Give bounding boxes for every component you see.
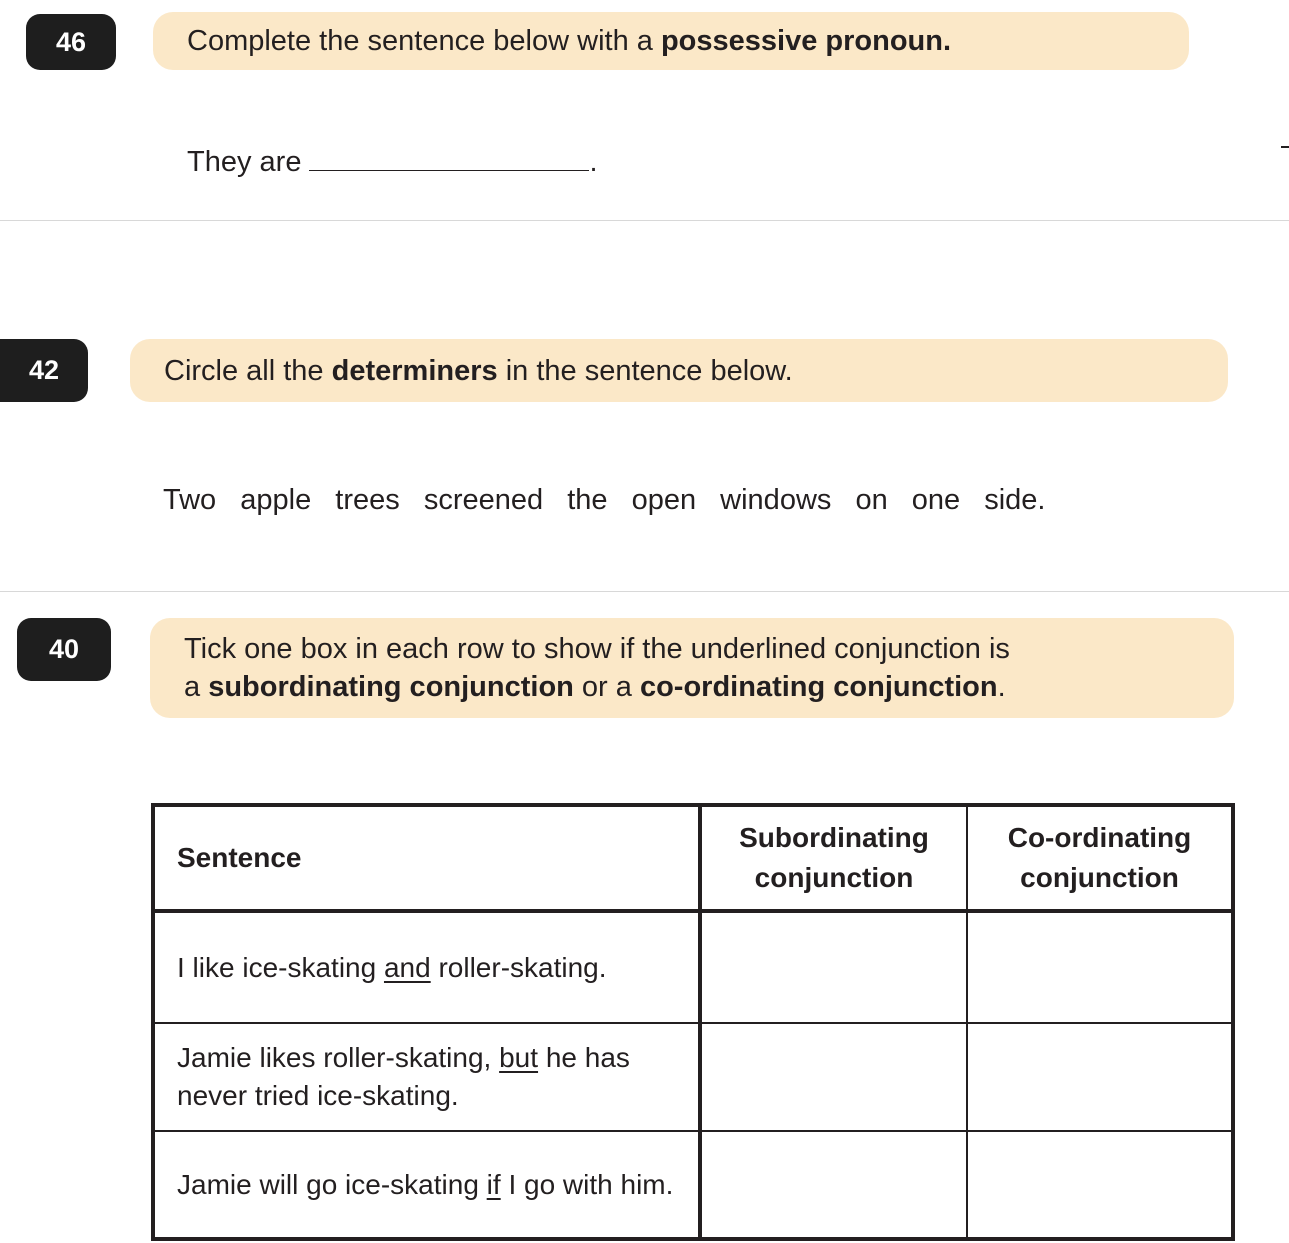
instruction-banner-46 <box>153 12 1189 70</box>
word[interactable]: windows <box>720 484 832 516</box>
underlined-conjunction: but <box>499 1042 539 1073</box>
instruction-banner-40 <box>150 618 1234 718</box>
word[interactable]: on <box>855 484 888 516</box>
tick-box-coordinating[interactable] <box>967 1131 1233 1239</box>
underlined-conjunction: and <box>383 951 431 983</box>
tick-box-subordinating[interactable] <box>700 1023 967 1131</box>
instruction-text: Circle all the determiners in the sentence below. <box>164 354 793 387</box>
table-row <box>153 1023 1233 1131</box>
word[interactable]: the <box>567 484 608 516</box>
q46-sentence: They are . <box>187 146 598 178</box>
edge-tick <box>1281 146 1289 148</box>
question-number-42: 42 <box>0 339 88 402</box>
instruction-text: Tick one box in each row to show if the underlined conjunction is a subordinating conjunction or a co-ordinating conjunction. <box>184 633 1010 703</box>
instruction-text: Complete the sentence below with a possessive pronoun. <box>187 25 952 57</box>
underlined-conjunction: if <box>486 1168 501 1200</box>
word[interactable]: open <box>631 484 697 516</box>
tick-box-coordinating[interactable] <box>967 1023 1233 1131</box>
word[interactable]: trees <box>335 484 400 516</box>
sentence-cell: Jamie will go ice-skating if I go with him. <box>153 1131 700 1239</box>
tick-box-subordinating[interactable] <box>700 911 967 1023</box>
word[interactable]: Two <box>163 484 217 516</box>
divider <box>0 591 1289 592</box>
tick-box-subordinating[interactable] <box>700 1131 967 1239</box>
word[interactable]: screened <box>423 484 544 516</box>
word[interactable]: apple <box>240 484 312 516</box>
sentence-cell: Jamie likes roller-skating, but he has never tried ice-skating. <box>153 1023 700 1131</box>
word[interactable]: side. <box>984 484 1046 516</box>
instruction-banner-42 <box>130 339 1228 402</box>
table-row <box>153 911 1233 1023</box>
conjunction-table <box>151 803 1235 1241</box>
header-sentence: Sentence <box>153 805 700 911</box>
sentence-cell: I like ice-skating and roller-skating. <box>153 911 700 1023</box>
divider <box>0 220 1289 221</box>
word[interactable]: one <box>911 484 961 516</box>
header-coordinating: Co-ordinating conjunction <box>967 805 1233 911</box>
header-subordinating: Subordinating conjunction <box>700 805 967 911</box>
question-number-46: 46 <box>26 14 116 70</box>
tick-box-coordinating[interactable] <box>967 911 1233 1023</box>
q42-sentence <box>163 484 1062 517</box>
question-number-40: 40 <box>17 618 111 681</box>
table-row <box>153 1131 1233 1239</box>
answer-blank[interactable] <box>309 146 589 171</box>
